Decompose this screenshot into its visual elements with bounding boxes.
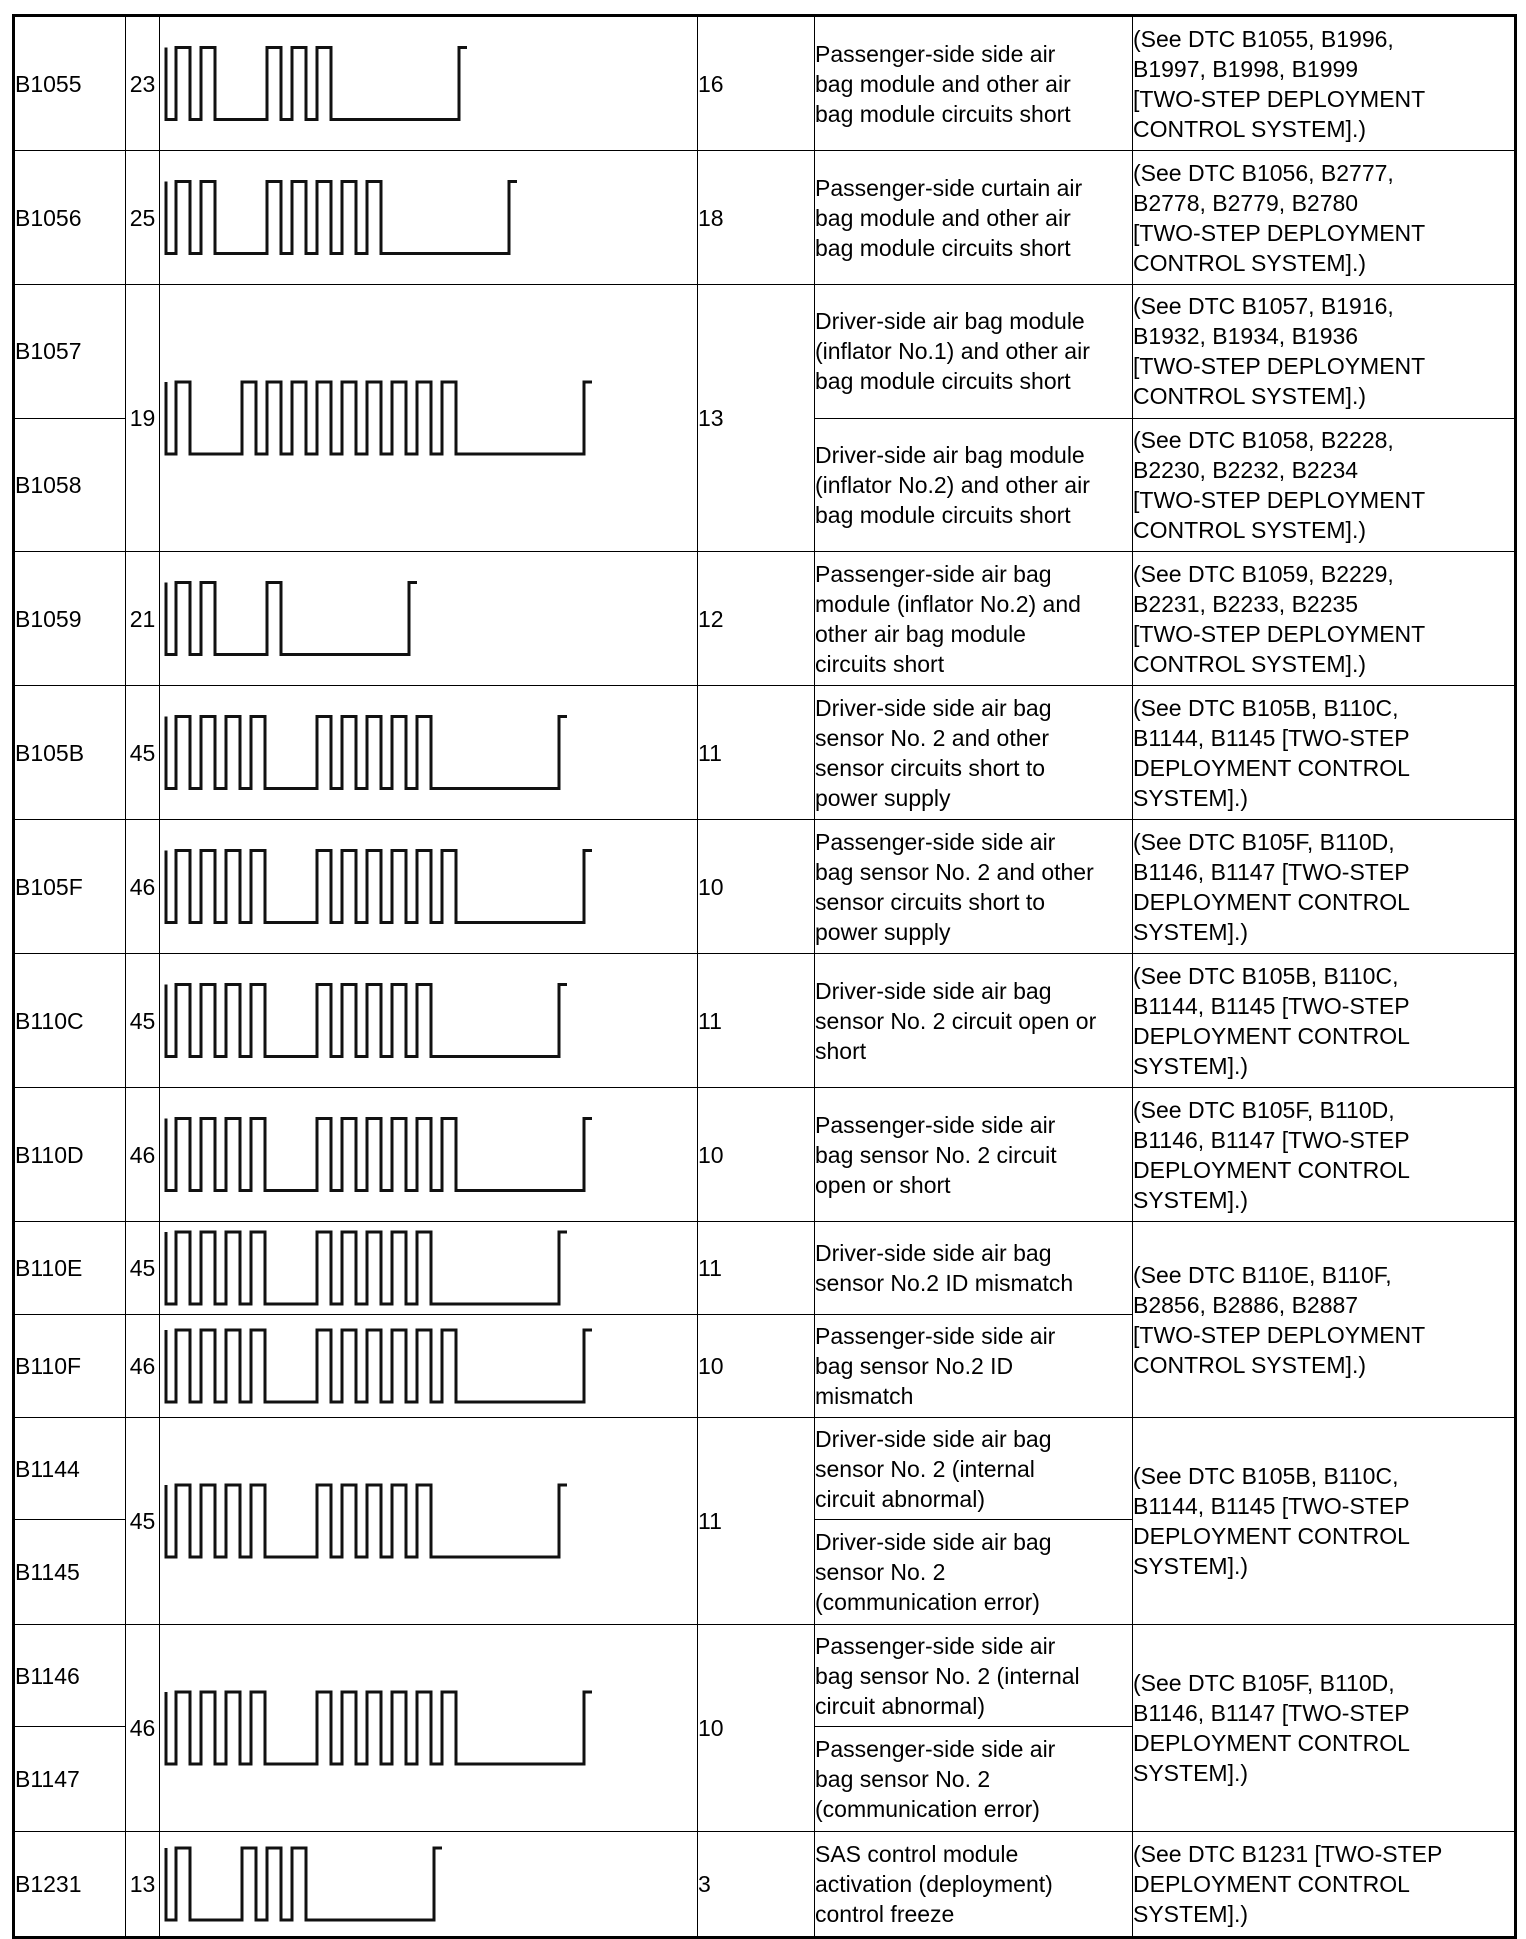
table-row: [14, 1418, 1516, 1520]
waveform-trace: [166, 1848, 442, 1920]
blink-waveform: [160, 552, 698, 686]
blink-waveform: [160, 1088, 698, 1222]
blink-waveform: [160, 151, 698, 285]
dtc-description: Driver-side side air bag sensor No. 2 circuit open or short: [815, 954, 1133, 1088]
dtc-description: Passenger-side side air bag sensor No. 2 (internal circuit abnormal): [815, 1625, 1133, 1727]
blink-waveform: [160, 1315, 698, 1418]
waveform-trace: [166, 1330, 592, 1402]
waveform-graphic: [160, 1088, 696, 1221]
waveform-trace: [166, 1232, 567, 1304]
waveform-graphic: [160, 820, 696, 953]
waveform-graphic: [160, 1418, 696, 1624]
dtc-code: B110E: [14, 1222, 126, 1315]
dtc-code: B1147: [14, 1727, 126, 1832]
dtc-description: Driver-side air bag module (inflator No.2) and other air bag module circuits short: [815, 418, 1133, 552]
dtc-code: B110F: [14, 1315, 126, 1418]
group-code: 46: [126, 1625, 160, 1832]
waveform-trace: [166, 583, 417, 655]
dtc-reference: (See DTC B1055, B1996, B1997, B1998, B1999 [TWO-STEP DEPLOYMENT CONTROL SYSTEM].): [1133, 16, 1516, 151]
waveform-graphic: [160, 151, 696, 284]
blink-waveform: [160, 1222, 698, 1315]
blink-waveform: [160, 1625, 698, 1832]
blink-waveform: [160, 285, 698, 552]
dtc-code: B105B: [14, 686, 126, 820]
dtc-code: B1144: [14, 1418, 126, 1520]
waveform-trace: [166, 1485, 567, 1557]
dtc-description: Passenger-side side air bag sensor No. 2 (communication error): [815, 1727, 1133, 1832]
blink-waveform: [160, 686, 698, 820]
waveform-graphic: [160, 17, 696, 150]
table-row: [14, 954, 1516, 1088]
waveform-graphic: [160, 552, 696, 685]
blink-waveform: [160, 16, 698, 151]
blink-count: 11: [698, 1222, 815, 1315]
dtc-reference: (See DTC B105F, B110D, B1146, B1147 [TWO-STEP DEPLOYMENT CONTROL SYSTEM].): [1133, 820, 1516, 954]
dtc-code: B1057: [14, 285, 126, 419]
group-code: 23: [126, 16, 160, 151]
dtc-reference: (See DTC B105B, B110C, B1144, B1145 [TWO-STEP DEPLOYMENT CONTROL SYSTEM].): [1133, 686, 1516, 820]
blink-count: 16: [698, 16, 815, 151]
dtc-code: B110C: [14, 954, 126, 1088]
group-code: 45: [126, 1222, 160, 1315]
dtc-reference: (See DTC B105F, B110D, B1146, B1147 [TWO-STEP DEPLOYMENT CONTROL SYSTEM].): [1133, 1625, 1516, 1832]
dtc-description: Passenger-side side air bag sensor No.2 ID mismatch: [815, 1315, 1133, 1418]
table-row: [14, 151, 1516, 285]
blink-count: 11: [698, 954, 815, 1088]
blink-waveform: [160, 820, 698, 954]
blink-count: 10: [698, 1625, 815, 1832]
blink-count: 10: [698, 820, 815, 954]
dtc-description: SAS control module activation (deployment) control freeze: [815, 1832, 1133, 1938]
dtc-reference: (See DTC B105F, B110D, B1146, B1147 [TWO-STEP DEPLOYMENT CONTROL SYSTEM].): [1133, 1088, 1516, 1222]
waveform-graphic: [160, 1832, 696, 1936]
table-row: [14, 285, 1516, 419]
blink-count: 12: [698, 552, 815, 686]
blink-count: 10: [698, 1088, 815, 1222]
group-code: 21: [126, 552, 160, 686]
waveform-trace: [166, 382, 592, 454]
dtc-description: Passenger-side curtain air bag module and other air bag module circuits short: [815, 151, 1133, 285]
dtc-reference: (See DTC B105B, B110C, B1144, B1145 [TWO-STEP DEPLOYMENT CONTROL SYSTEM].): [1133, 1418, 1516, 1625]
group-code: 45: [126, 686, 160, 820]
blink-waveform: [160, 1418, 698, 1625]
table-row: [14, 552, 1516, 686]
waveform-graphic: [160, 954, 696, 1087]
dtc-description: Passenger-side side air bag sensor No. 2 circuit open or short: [815, 1088, 1133, 1222]
dtc-description: Driver-side side air bag sensor No. 2 (communication error): [815, 1520, 1133, 1625]
table-row: [14, 820, 1516, 954]
dtc-description: Driver-side side air bag sensor No. 2 (internal circuit abnormal): [815, 1418, 1133, 1520]
dtc-code: B1058: [14, 418, 126, 552]
dtc-code: B1056: [14, 151, 126, 285]
group-code: 46: [126, 1088, 160, 1222]
table-row: [14, 1088, 1516, 1222]
group-code: 13: [126, 1832, 160, 1938]
dtc-description: Driver-side side air bag sensor No.2 ID mismatch: [815, 1222, 1133, 1315]
table-row: [14, 1832, 1516, 1938]
group-code: 45: [126, 954, 160, 1088]
group-code: 46: [126, 1315, 160, 1418]
dtc-description: Passenger-side side air bag module and other air bag module circuits short: [815, 16, 1133, 151]
group-code: 45: [126, 1418, 160, 1625]
blink-count: 13: [698, 285, 815, 552]
waveform-trace: [166, 985, 567, 1057]
dtc-reference: (See DTC B105B, B110C, B1144, B1145 [TWO-STEP DEPLOYMENT CONTROL SYSTEM].): [1133, 954, 1516, 1088]
dtc-reference: (See DTC B1059, B2229, B2231, B2233, B2235 [TWO-STEP DEPLOYMENT CONTROL SYSTEM].): [1133, 552, 1516, 686]
dtc-code: B110D: [14, 1088, 126, 1222]
dtc-reference: (See DTC B1056, B2777, B2778, B2779, B2780 [TWO-STEP DEPLOYMENT CONTROL SYSTEM].): [1133, 151, 1516, 285]
waveform-graphic: [160, 1625, 696, 1831]
waveform-trace: [166, 1119, 592, 1191]
dtc-code: B1146: [14, 1625, 126, 1727]
waveform-trace: [166, 182, 517, 254]
waveform-trace: [166, 717, 567, 789]
group-code: 19: [126, 285, 160, 552]
dtc-reference: (See DTC B110E, B110F, B2856, B2886, B2887 [TWO-STEP DEPLOYMENT CONTROL SYSTEM].): [1133, 1222, 1516, 1418]
blink-count: 18: [698, 151, 815, 285]
dtc-reference: (See DTC B1231 [TWO-STEP DEPLOYMENT CONTROL SYSTEM].): [1133, 1832, 1516, 1938]
blink-count: 10: [698, 1315, 815, 1418]
dtc-code: B1145: [14, 1520, 126, 1625]
dtc-code: B1059: [14, 552, 126, 686]
dtc-description: Passenger-side side air bag sensor No. 2 and other sensor circuits short to power supply: [815, 820, 1133, 954]
dtc-description: Driver-side air bag module (inflator No.1) and other air bag module circuits short: [815, 285, 1133, 419]
waveform-trace: [166, 48, 467, 120]
waveform-trace: [166, 1692, 592, 1764]
table-row: [14, 686, 1516, 820]
group-code: 25: [126, 151, 160, 285]
dtc-description: Driver-side side air bag sensor No. 2 and other sensor circuits short to power supply: [815, 686, 1133, 820]
blink-count: 11: [698, 686, 815, 820]
table-row: [14, 1625, 1516, 1727]
table-row: [14, 16, 1516, 151]
waveform-trace: [166, 851, 592, 923]
dtc-code: B1055: [14, 16, 126, 151]
table-row: [14, 1222, 1516, 1315]
blink-waveform: [160, 954, 698, 1088]
waveform-graphic: [160, 285, 696, 551]
dtc-reference: (See DTC B1057, B1916, B1932, B1934, B1936 [TWO-STEP DEPLOYMENT CONTROL SYSTEM].): [1133, 285, 1516, 419]
dtc-reference: (See DTC B1058, B2228, B2230, B2232, B2234 [TWO-STEP DEPLOYMENT CONTROL SYSTEM].): [1133, 418, 1516, 552]
waveform-graphic: [160, 686, 696, 819]
dtc-code: B1231: [14, 1832, 126, 1938]
waveform-graphic: [160, 1222, 696, 1314]
group-code: 46: [126, 820, 160, 954]
waveform-graphic: [160, 1315, 696, 1417]
blink-count: 3: [698, 1832, 815, 1938]
dtc-table: [12, 14, 1517, 1939]
blink-waveform: [160, 1832, 698, 1938]
blink-count: 11: [698, 1418, 815, 1625]
dtc-code: B105F: [14, 820, 126, 954]
dtc-description: Passenger-side air bag module (inflator No.2) and other air bag module circuits short: [815, 552, 1133, 686]
